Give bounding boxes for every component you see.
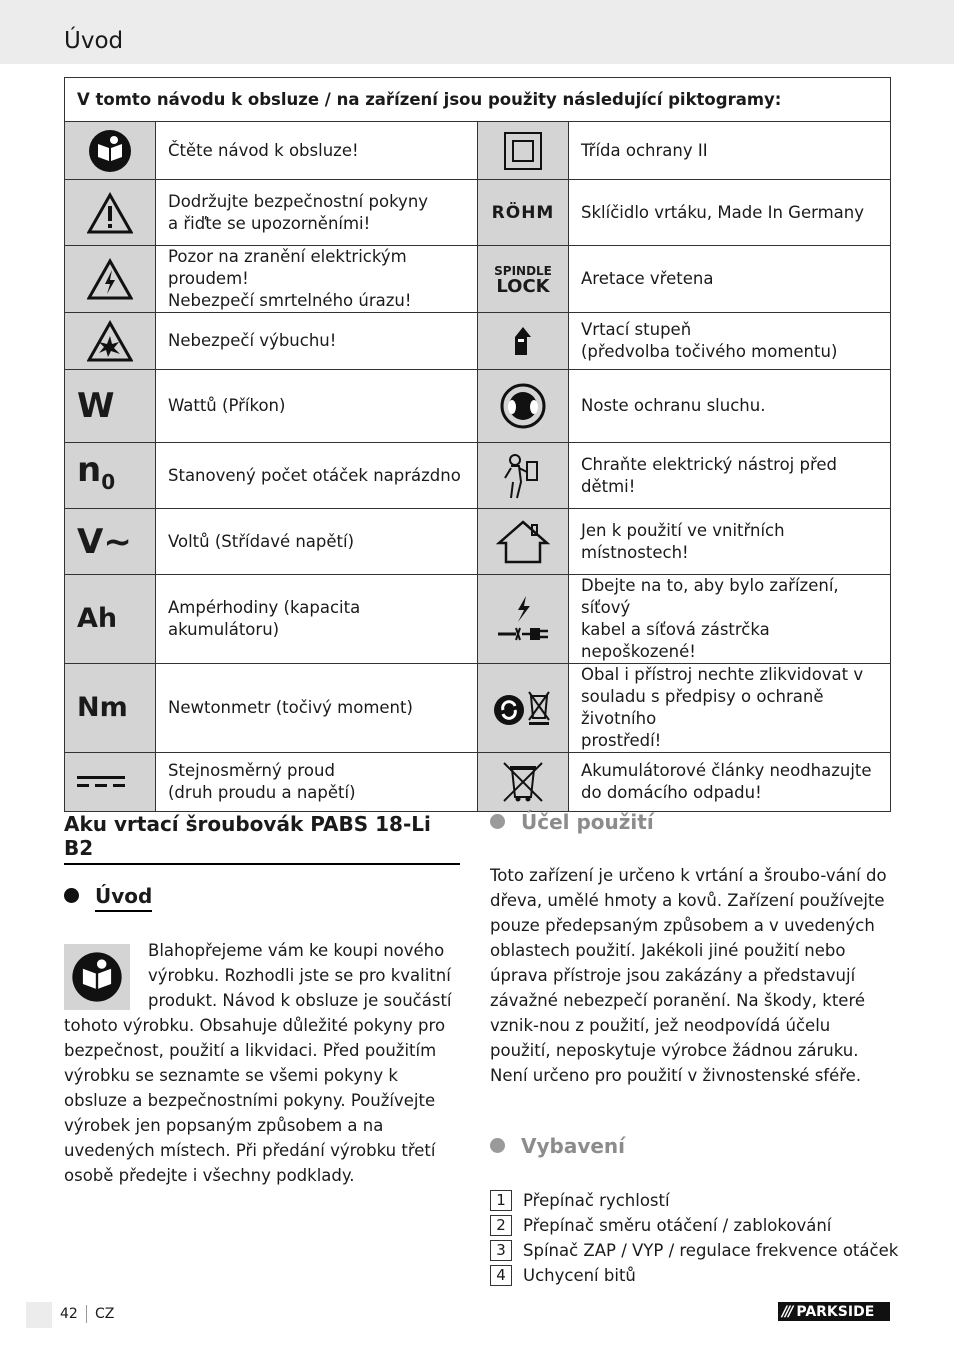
electric-shock-warning-icon — [87, 258, 133, 300]
protection-class-ii-icon — [503, 131, 543, 171]
table-cell: Voltů (Střídavé napětí) — [156, 509, 478, 575]
drill-stage-icon — [511, 325, 535, 357]
table-row — [65, 509, 891, 575]
recycling-icon — [491, 688, 555, 728]
watt-symbol: W — [77, 386, 115, 426]
purpose-paragraph: Toto zařízení je určeno k vrtání a šroubo-vání do dřeva, umělé hmoty a kovů. Zařízení používejte pouze předepsaným způsobem a v uvedených oblastech použití. Jakékoli jiné použití nebo úprava přístroje jsou zakázány a představují závažné nebezpečí poranění. Na škody, které vznik-nou z použití, jež neodpovídá účelu použití, neposkytuje výrobce žádnou záruku. Není určeno pro použití v živnostenské sféře. — [490, 866, 887, 1085]
amp-hour-symbol: Ah — [77, 603, 118, 634]
warning-icon — [87, 192, 133, 234]
footer-divider — [86, 1305, 87, 1323]
intro-paragraph: Blahopřejeme vám ke koupi nového výrobku. Rozhodli jste se pro kvalitní produkt. Návod k obsluze je součástí tohoto výrobku. Obsahuje důležité pokyny pro bezpečnost, použití a likvidaci. Před použitím výrobku se seznamte se všemi pokyny k obsluze a bezpečnostními pokyny. Používejte výrobek jen popsaným způsobem a na uvedených místech. Při předání výrobku třetí osobě předejte i všechny podklady. — [64, 941, 452, 1185]
table-cell: Aretace vřetena — [569, 246, 891, 313]
page-number: 42 — [60, 1306, 78, 1322]
no-load-speed-symbol: $n_0$ — [77, 449, 116, 494]
table-header: V tomto návodu k obsluze / na zařízení jsou použity následující piktogramy: — [65, 78, 891, 122]
table-row — [65, 664, 891, 753]
table-row — [65, 753, 891, 812]
read-manual-icon — [87, 128, 133, 174]
equipment-heading: Vybavení — [490, 1134, 625, 1158]
table-row — [65, 180, 891, 246]
table-cell: Wattů (Příkon) — [156, 370, 478, 443]
table-cell: Nebezpečí výbuchu! — [156, 313, 478, 370]
table-cell: Newtonmetr (točivý moment) — [156, 664, 478, 753]
volt-ac-symbol: V~ — [77, 521, 132, 562]
indoor-use-icon — [496, 519, 550, 565]
table-cell: Stejnosměrný proud (druh proudu a napětí) — [156, 753, 478, 812]
table-cell: Stanovený počet otáček naprázdno — [156, 443, 478, 509]
pictogram-table — [64, 77, 891, 812]
table-cell: Akumulátorové články neodhazujte do domácího odpadu! — [569, 753, 891, 812]
intro-heading: Úvod — [64, 884, 152, 908]
table-row — [65, 313, 891, 370]
page-title: Úvod — [64, 28, 124, 54]
ear-protection-icon — [500, 383, 546, 429]
language-code: CZ — [95, 1306, 115, 1322]
table-cell: Chraňte elektrický nástroj před dětmi! — [569, 443, 891, 509]
table-cell: Sklíčidlo vrtáku, Made In Germany — [569, 180, 891, 246]
explosion-warning-icon — [87, 320, 133, 362]
table-row — [65, 122, 891, 180]
damaged-cable-icon — [496, 594, 550, 644]
bullet-icon — [64, 888, 79, 903]
footer-marker — [26, 1302, 52, 1328]
table-row — [65, 575, 891, 664]
keep-away-children-icon — [503, 452, 543, 500]
table-cell: Noste ochranu sluchu. — [569, 370, 891, 443]
list-item: 4 Uchycení bitů — [490, 1263, 898, 1288]
crossed-bin-icon — [500, 759, 546, 805]
table-cell: Čtěte návod k obsluze! — [156, 122, 478, 180]
table-cell: Jen k použití ve vnitřních místnostech! — [569, 509, 891, 575]
spindle-lock-logo-top: SPINDLE — [494, 264, 552, 278]
header-band — [0, 0, 954, 64]
product-title: Aku vrtací šroubovák PABS 18-Li B2 — [64, 812, 460, 865]
newton-meter-symbol: Nm — [77, 692, 128, 723]
spindle-lock-logo-bottom: LOCK — [496, 276, 550, 297]
table-cell: Třída ochrany II — [569, 122, 891, 180]
list-item: 1 Přepínač rychlostí — [490, 1188, 898, 1213]
table-cell: Ampérhodiny (kapacita akumulátoru) — [156, 575, 478, 664]
list-item: 3 Spínač ZAP / VYP / regulace frekvence otáček — [490, 1238, 898, 1263]
table-cell: Dbejte na to, aby bylo zařízení, síťový kabel a síťová zástrčka nepoškozené! — [569, 575, 891, 664]
equipment-list — [490, 1188, 898, 1288]
table-row — [65, 443, 891, 509]
table-row — [65, 246, 891, 313]
table-cell: Pozor na zranění elektrickým proudem! Nebezpečí smrtelného úrazu! — [156, 246, 478, 313]
table-cell: Dodržujte bezpečnostní pokyny a řiďte se upozorněními! — [156, 180, 478, 246]
logo-stripes-icon: /// — [782, 1303, 792, 1320]
table-row — [65, 370, 891, 443]
direct-current-icon — [77, 774, 125, 790]
list-item: 2 Přepínač směru otáčení / zablokování — [490, 1213, 898, 1238]
bullet-icon — [490, 814, 505, 829]
table-cell: Obal i přístroj nechte zlikvidovat v souladu s předpisy o ochraně životního prostředí! — [569, 664, 891, 753]
rohm-logo: RÖHM — [491, 202, 555, 223]
purpose-heading: Účel použití — [490, 810, 654, 834]
bullet-icon — [490, 1138, 505, 1153]
parkside-logo: /// PARKSIDE — [778, 1302, 890, 1321]
table-cell: Vrtací stupeň (předvolba točivého momentu) — [569, 313, 891, 370]
